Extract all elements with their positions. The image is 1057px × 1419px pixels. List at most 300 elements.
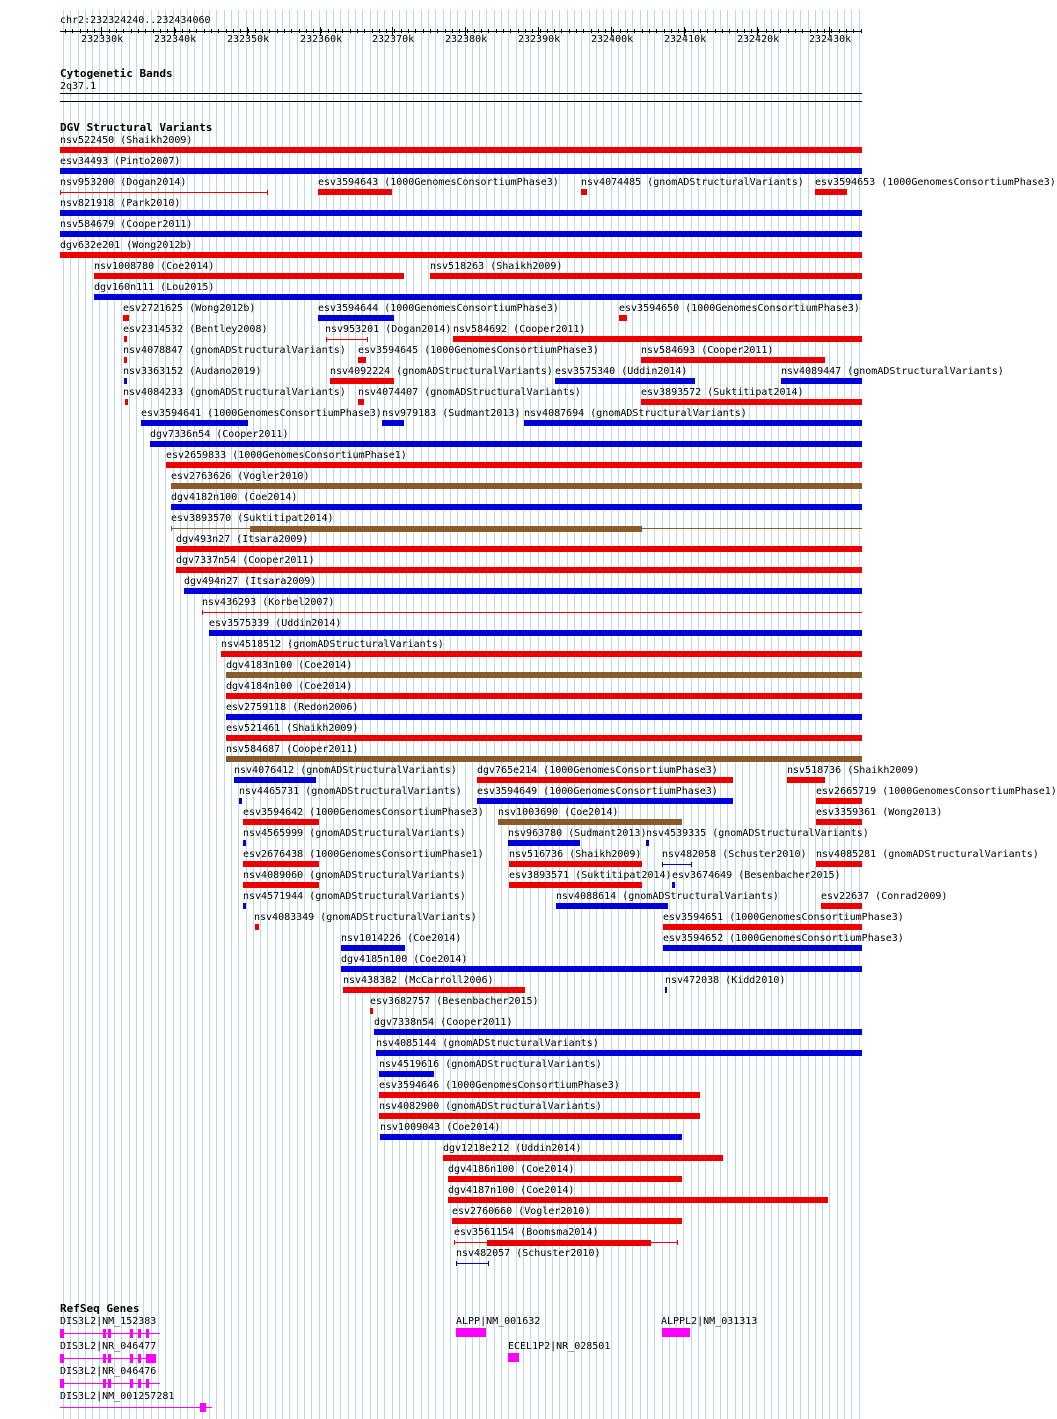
variant-bar[interactable] bbox=[663, 945, 862, 951]
ruler-minor-tick bbox=[649, 29, 650, 33]
gene-exon[interactable] bbox=[456, 1328, 486, 1337]
variant-bar[interactable] bbox=[509, 882, 642, 888]
gene-exon[interactable] bbox=[130, 1329, 133, 1338]
variant-label[interactable]: esv2763626 (Vogler2010) bbox=[171, 471, 310, 482]
variant-label[interactable]: esv3594643 (1000GenomesConsortiumPhase3) bbox=[318, 177, 559, 188]
variant-bar[interactable] bbox=[226, 714, 862, 720]
variant-label[interactable]: esv521461 (Shaikh2009) bbox=[226, 723, 359, 734]
variant-label[interactable]: nsv4082900 (gnomADStructuralVariants) bbox=[379, 1101, 602, 1112]
variant-label[interactable]: nsv472038 (Kidd2010) bbox=[665, 975, 786, 986]
variant-bar[interactable] bbox=[60, 252, 862, 258]
variant-bar[interactable] bbox=[509, 861, 642, 867]
ruler-minor-tick bbox=[642, 29, 643, 33]
ruler-minor-tick bbox=[722, 29, 723, 33]
variant-bar[interactable] bbox=[125, 399, 128, 405]
variant-label[interactable]: esv3674649 (Besenbacher2015) bbox=[672, 870, 841, 881]
ruler-minor-tick bbox=[401, 29, 402, 33]
variant-label[interactable]: esv3594652 (1000GenomesConsortiumPhase3) bbox=[663, 933, 904, 944]
ruler-minor-tick bbox=[145, 29, 146, 33]
variant-label[interactable]: nsv4083349 (gnomADStructuralVariants) bbox=[254, 912, 477, 923]
cytoband-line-top bbox=[60, 93, 862, 94]
variant-bar[interactable] bbox=[448, 1197, 828, 1203]
variant-bar[interactable] bbox=[379, 1113, 700, 1119]
ruler-tick-label: 232350k bbox=[227, 34, 270, 45]
ruler-minor-tick bbox=[131, 29, 132, 33]
ruler-minor-tick bbox=[306, 29, 307, 33]
variant-range-cap bbox=[171, 526, 172, 531]
variant-bar[interactable] bbox=[243, 861, 319, 867]
grid-line bbox=[202, 10, 203, 1419]
variant-bar[interactable] bbox=[452, 1218, 682, 1224]
ruler-minor-tick bbox=[452, 29, 453, 33]
gene-exon[interactable] bbox=[138, 1354, 141, 1363]
gene-exon[interactable] bbox=[108, 1379, 111, 1388]
variant-label[interactable]: nsv4088614 (gnomADStructuralVariants) bbox=[556, 891, 779, 902]
variant-range-cap bbox=[488, 1261, 489, 1266]
ruler-minor-tick bbox=[299, 29, 300, 33]
variant-bar[interactable] bbox=[243, 819, 319, 825]
variant-bar[interactable] bbox=[555, 378, 695, 384]
ruler-minor-tick bbox=[459, 29, 460, 33]
gene-exon[interactable] bbox=[108, 1354, 111, 1363]
gene-exon[interactable] bbox=[60, 1354, 64, 1363]
gene-label[interactable]: ECEL1P2|NR_028501 bbox=[508, 1341, 611, 1352]
variant-bar[interactable] bbox=[358, 399, 364, 405]
variant-bar[interactable] bbox=[379, 1092, 700, 1098]
variant-label[interactable]: dgv160n111 (Lou2015) bbox=[94, 282, 215, 293]
variant-label[interactable]: dgv493n27 (Itsara2009) bbox=[176, 534, 309, 545]
variant-bar[interactable] bbox=[358, 357, 366, 363]
variant-bar[interactable] bbox=[524, 420, 862, 426]
cytoband-line-bottom bbox=[60, 101, 862, 102]
ruler-minor-tick bbox=[109, 29, 110, 33]
ruler-minor-tick bbox=[364, 29, 365, 33]
variant-label[interactable]: esv3359361 (Wong2013) bbox=[816, 807, 943, 818]
variant-bar[interactable] bbox=[171, 504, 862, 510]
variant-label[interactable]: dgv4184n100 (Coe2014) bbox=[226, 681, 353, 692]
variant-label[interactable]: esv22637 (Conrad2009) bbox=[821, 891, 948, 902]
variant-bar[interactable] bbox=[379, 1071, 434, 1077]
gene-label[interactable]: DIS3L2|NR_046476 bbox=[60, 1366, 157, 1377]
variant-bar[interactable] bbox=[243, 903, 246, 909]
variant-bar[interactable] bbox=[226, 735, 862, 741]
ruler-minor-tick bbox=[802, 29, 803, 33]
variant-bar[interactable] bbox=[341, 966, 862, 972]
ruler-minor-tick bbox=[394, 29, 395, 33]
ruler-minor-tick bbox=[372, 29, 373, 33]
ruler-minor-tick bbox=[357, 29, 358, 33]
ruler-tick-label: 232370k bbox=[372, 34, 415, 45]
variant-bar[interactable] bbox=[209, 630, 862, 636]
variant-label[interactable]: esv3594653 (1000GenomesConsortiumPhase3) bbox=[815, 177, 1056, 188]
variant-label[interactable]: nsv4465731 (gnomADStructuralVariants) bbox=[239, 786, 462, 797]
variant-label[interactable]: nsv522450 (Shaikh2009) bbox=[60, 135, 193, 146]
ruler-minor-tick bbox=[671, 29, 672, 33]
ruler-tick-label: 232360k bbox=[300, 34, 343, 45]
ruler-minor-tick bbox=[72, 29, 73, 33]
gene-exon[interactable] bbox=[146, 1329, 149, 1338]
variant-label[interactable]: dgv4185n100 (Coe2014) bbox=[341, 954, 468, 965]
variant-label[interactable]: dgv7336n54 (Cooper2011) bbox=[150, 429, 289, 440]
variant-label[interactable]: nsv516736 (Shaikh2009) bbox=[509, 849, 642, 860]
variant-range-cap bbox=[267, 190, 268, 195]
variant-label[interactable]: esv3594641 (1000GenomesConsortiumPhase3) bbox=[141, 408, 382, 419]
variant-label[interactable]: esv34493 (Pinto2007) bbox=[60, 156, 181, 167]
variant-range-line[interactable] bbox=[326, 339, 368, 340]
variant-label[interactable]: nsv4519616 (gnomADStructuralVariants) bbox=[379, 1059, 602, 1070]
ruler-minor-tick bbox=[525, 29, 526, 33]
variant-label[interactable]: nsv4084233 (gnomADStructuralVariants) bbox=[123, 387, 346, 398]
gene-label[interactable]: DIS3L2|NR_046477 bbox=[60, 1341, 157, 1352]
variant-bar[interactable] bbox=[816, 798, 862, 804]
variant-bar[interactable] bbox=[646, 840, 649, 846]
variant-label[interactable]: esv2659833 (1000GenomesConsortiumPhase1) bbox=[166, 450, 407, 461]
variant-label[interactable]: dgv7337n54 (Cooper2011) bbox=[176, 555, 315, 566]
gene-exon[interactable] bbox=[508, 1353, 519, 1362]
variant-label[interactable]: nsv4076412 (gnomADStructuralVariants) bbox=[234, 765, 457, 776]
variant-bar[interactable] bbox=[221, 651, 862, 657]
variant-label[interactable]: nsv4539335 (gnomADStructuralVariants) bbox=[646, 828, 869, 839]
variant-bar[interactable] bbox=[94, 273, 404, 279]
variant-label[interactable]: nsv518736 (Shaikh2009) bbox=[787, 765, 920, 776]
gene-exon[interactable] bbox=[130, 1354, 133, 1363]
variant-range-cap bbox=[691, 862, 692, 867]
variant-label[interactable]: nsv482058 (Schuster2010) bbox=[662, 849, 807, 860]
variant-label[interactable]: nsv4518512 (gnomADStructuralVariants) bbox=[221, 639, 444, 650]
variant-bar[interactable] bbox=[556, 903, 668, 909]
variant-label[interactable]: esv3893571 (Suktitipat2014) bbox=[509, 870, 672, 881]
ruler-minor-tick bbox=[554, 29, 555, 33]
variant-label[interactable]: esv2665719 (1000GenomesConsortiumPhase1) bbox=[816, 786, 1057, 797]
gene-exon[interactable] bbox=[103, 1379, 106, 1388]
ruler-minor-tick bbox=[569, 29, 570, 33]
variant-label[interactable]: esv3594645 (1000GenomesConsortiumPhase3) bbox=[358, 345, 599, 356]
gene-label[interactable]: ALPPL2|NM_031313 bbox=[661, 1316, 758, 1327]
variant-bar[interactable] bbox=[787, 777, 825, 783]
ruler-minor-tick bbox=[467, 29, 468, 33]
variant-label[interactable]: dgv632e201 (Wong2012b) bbox=[60, 240, 193, 251]
variant-label[interactable]: nsv4085144 (gnomADStructuralVariants) bbox=[376, 1038, 599, 1049]
variant-label[interactable]: esv3594651 (1000GenomesConsortiumPhase3) bbox=[663, 912, 904, 923]
variant-bar[interactable] bbox=[380, 1134, 682, 1140]
dgv-track-title: DGV Structural Variants bbox=[60, 121, 213, 134]
variant-label[interactable]: nsv518263 (Shaikh2009) bbox=[430, 261, 563, 272]
ruler-minor-tick bbox=[87, 29, 88, 33]
gene-exon[interactable] bbox=[103, 1329, 106, 1338]
variant-label[interactable]: dgv4187n100 (Coe2014) bbox=[448, 1185, 575, 1196]
variant-label[interactable]: nsv4089447 (gnomADStructuralVariants) bbox=[781, 366, 1004, 377]
variant-bar[interactable] bbox=[341, 945, 405, 951]
ruler-minor-tick bbox=[386, 29, 387, 33]
ruler-minor-tick bbox=[175, 29, 176, 33]
variant-label[interactable]: esv2760660 (Vogler2010) bbox=[452, 1206, 591, 1217]
variant-bar[interactable] bbox=[171, 483, 862, 489]
variant-label[interactable]: nsv438382 (McCarroll2006) bbox=[343, 975, 494, 986]
variant-label[interactable]: nsv953200 (Dogan2014) bbox=[60, 177, 187, 188]
variant-bar[interactable] bbox=[234, 777, 316, 783]
variant-bar[interactable] bbox=[318, 315, 394, 321]
gene-exon[interactable] bbox=[108, 1329, 111, 1338]
variant-bar[interactable] bbox=[124, 378, 127, 384]
gene-exon[interactable] bbox=[60, 1379, 64, 1388]
ruler-minor-tick bbox=[583, 29, 584, 33]
variant-range-line[interactable] bbox=[456, 1263, 489, 1264]
variant-label[interactable]: nsv4085281 (gnomADStructuralVariants) bbox=[816, 849, 1039, 860]
ruler-minor-tick bbox=[591, 29, 592, 33]
variant-bar[interactable] bbox=[453, 336, 862, 342]
ruler-minor-tick bbox=[861, 29, 862, 33]
ruler-minor-tick bbox=[707, 29, 708, 33]
ruler-minor-tick bbox=[153, 29, 154, 33]
gene-label[interactable]: DIS3L2|NM_001257281 bbox=[60, 1391, 175, 1402]
ruler-line bbox=[60, 31, 862, 32]
variant-label[interactable]: nsv953201 (Dogan2014) bbox=[325, 324, 452, 335]
variant-label[interactable]: esv3561154 (Boomsma2014) bbox=[454, 1227, 599, 1238]
ruler-minor-tick bbox=[94, 29, 95, 33]
variant-label[interactable]: esv2759118 (Redon2006) bbox=[226, 702, 359, 713]
gene-exon[interactable] bbox=[662, 1328, 690, 1337]
ruler-minor-tick bbox=[248, 29, 249, 33]
variant-label[interactable]: esv2721625 (Wong2012b) bbox=[123, 303, 256, 314]
ruler-minor-tick bbox=[824, 29, 825, 33]
variant-range-cap bbox=[662, 862, 663, 867]
variant-label[interactable]: esv3594646 (1000GenomesConsortiumPhase3) bbox=[379, 1080, 620, 1091]
grid-line bbox=[194, 10, 195, 1419]
variant-range-cap bbox=[677, 1240, 678, 1245]
gene-exon[interactable] bbox=[138, 1329, 141, 1338]
variant-label[interactable]: nsv1014226 (Coe2014) bbox=[341, 933, 462, 944]
variant-label[interactable]: esv3594649 (1000GenomesConsortiumPhase3) bbox=[477, 786, 718, 797]
variant-label[interactable]: nsv4565999 (gnomADStructuralVariants) bbox=[243, 828, 466, 839]
variant-bar[interactable] bbox=[487, 1240, 651, 1246]
variant-bar[interactable] bbox=[374, 1029, 862, 1035]
variant-label[interactable]: nsv4074485 (gnomADStructuralVariants) bbox=[581, 177, 804, 188]
gene-exon[interactable] bbox=[146, 1354, 156, 1363]
variant-bar[interactable] bbox=[226, 672, 862, 678]
variant-label[interactable]: nsv1009043 (Coe2014) bbox=[380, 1122, 501, 1133]
variant-range-line[interactable] bbox=[60, 192, 268, 193]
ruler-minor-tick bbox=[831, 29, 832, 33]
variant-bar[interactable] bbox=[124, 357, 127, 363]
variant-label[interactable]: esv3682757 (Besenbacher2015) bbox=[370, 996, 539, 1007]
variant-label[interactable]: nsv979183 (Sudmant2013) bbox=[382, 408, 521, 419]
variant-bar[interactable] bbox=[150, 441, 862, 447]
ruler-minor-tick bbox=[430, 29, 431, 33]
variant-label[interactable]: nsv4074407 (gnomADStructuralVariants) bbox=[358, 387, 581, 398]
variant-label[interactable]: nsv584693 (Cooper2011) bbox=[641, 345, 774, 356]
variant-bar[interactable] bbox=[343, 987, 525, 993]
variant-bar[interactable] bbox=[816, 861, 862, 867]
variant-label[interactable]: nsv3363152 (Audano2019) bbox=[123, 366, 262, 377]
variant-label[interactable]: nsv963780 (Sudmant2013) bbox=[508, 828, 647, 839]
ruler-minor-tick bbox=[218, 29, 219, 33]
ruler-minor-tick bbox=[116, 29, 117, 33]
ruler-minor-tick bbox=[766, 29, 767, 33]
ruler-minor-tick bbox=[685, 29, 686, 33]
variant-label[interactable]: nsv584692 (Cooper2011) bbox=[453, 324, 586, 335]
variant-range-cap bbox=[60, 190, 61, 195]
ruler-minor-tick bbox=[204, 29, 205, 33]
variant-bar[interactable] bbox=[382, 420, 404, 426]
variant-label[interactable]: esv2314532 (Bentley2008) bbox=[123, 324, 268, 335]
ruler-minor-tick bbox=[839, 29, 840, 33]
ruler-minor-tick bbox=[598, 29, 599, 33]
cytoband-label: 2q37.1 bbox=[60, 81, 97, 92]
variant-bar[interactable] bbox=[665, 987, 667, 993]
variant-label[interactable]: dgv1218e212 (Uddin2014) bbox=[443, 1143, 582, 1154]
ruler-minor-tick bbox=[627, 29, 628, 33]
variant-range-line[interactable] bbox=[662, 864, 692, 865]
ruler-minor-tick bbox=[503, 29, 504, 33]
ruler-minor-tick bbox=[481, 29, 482, 33]
variant-label[interactable]: dgv4186n100 (Coe2014) bbox=[448, 1164, 575, 1175]
variant-label[interactable]: esv2676438 (1000GenomesConsortiumPhase1) bbox=[243, 849, 484, 860]
ruler-minor-tick bbox=[540, 29, 541, 33]
variant-bar[interactable] bbox=[330, 378, 394, 384]
gene-label[interactable]: ALPP|NM_001632 bbox=[456, 1316, 541, 1327]
variant-label[interactable]: dgv7338n54 (Cooper2011) bbox=[374, 1017, 513, 1028]
ruler-minor-tick bbox=[780, 29, 781, 33]
grid-line bbox=[209, 10, 210, 1419]
variant-bar[interactable] bbox=[94, 294, 862, 300]
variant-bar[interactable] bbox=[166, 462, 862, 468]
variant-bar[interactable] bbox=[226, 756, 862, 762]
ruler-minor-tick bbox=[729, 29, 730, 33]
ruler-minor-tick bbox=[744, 29, 745, 33]
variant-label[interactable]: esv3594650 (1000GenomesConsortiumPhase3) bbox=[619, 303, 860, 314]
variant-bar[interactable] bbox=[141, 420, 248, 426]
variant-bar[interactable] bbox=[508, 840, 580, 846]
gene-exon[interactable] bbox=[60, 1329, 64, 1338]
variant-bar[interactable] bbox=[641, 399, 862, 405]
variant-bar[interactable] bbox=[443, 1155, 723, 1161]
variant-label[interactable]: nsv4089060 (gnomADStructuralVariants) bbox=[243, 870, 466, 881]
variant-bar[interactable] bbox=[239, 798, 242, 804]
variant-bar[interactable] bbox=[430, 273, 862, 279]
variant-bar[interactable] bbox=[318, 189, 392, 195]
variant-label[interactable]: nsv821918 (Park2010) bbox=[60, 198, 181, 209]
ruler-tick-label: 232420k bbox=[737, 34, 780, 45]
variant-bar[interactable] bbox=[60, 210, 862, 216]
variant-bar[interactable] bbox=[124, 336, 127, 342]
refseq-track-title: RefSeq Genes bbox=[60, 1302, 140, 1315]
variant-label[interactable]: esv3575340 (Uddin2014) bbox=[555, 366, 688, 377]
variant-bar[interactable] bbox=[663, 924, 862, 930]
variant-label[interactable]: nsv1008780 (Coe2014) bbox=[94, 261, 215, 272]
variant-label[interactable]: dgv765e214 (1000GenomesConsortiumPhase3) bbox=[477, 765, 718, 776]
variant-label[interactable]: nsv584679 (Cooper2011) bbox=[60, 219, 193, 230]
variant-bar[interactable] bbox=[821, 903, 862, 909]
variant-bar[interactable] bbox=[250, 526, 642, 532]
variant-bar[interactable] bbox=[184, 588, 862, 594]
variant-label[interactable]: dgv494n27 (Itsara2009) bbox=[184, 576, 317, 587]
gene-exon[interactable] bbox=[103, 1354, 106, 1363]
variant-bar[interactable] bbox=[448, 1176, 682, 1182]
ruler-minor-tick bbox=[605, 29, 606, 33]
variant-bar[interactable] bbox=[781, 378, 862, 384]
variant-bar[interactable] bbox=[60, 231, 862, 237]
variant-bar[interactable] bbox=[498, 819, 682, 825]
ruler-minor-tick bbox=[335, 29, 336, 33]
variant-bar[interactable] bbox=[176, 567, 862, 573]
variant-label[interactable]: nsv4078847 (gnomADStructuralVariants) bbox=[123, 345, 346, 356]
variant-bar[interactable] bbox=[60, 168, 862, 174]
variant-label[interactable]: esv3594642 (1000GenomesConsortiumPhase3) bbox=[243, 807, 484, 818]
variant-bar[interactable] bbox=[376, 1050, 862, 1056]
ruler-minor-tick bbox=[547, 29, 548, 33]
ruler-minor-tick bbox=[189, 29, 190, 33]
ruler-minor-tick bbox=[773, 29, 774, 33]
ruler-tick-label: 232380k bbox=[445, 34, 488, 45]
ruler-minor-tick bbox=[678, 29, 679, 33]
ruler-minor-tick bbox=[211, 29, 212, 33]
ruler-minor-tick bbox=[693, 29, 694, 33]
variant-range-line[interactable] bbox=[202, 612, 862, 613]
variant-bar[interactable] bbox=[619, 315, 627, 321]
gene-exon[interactable] bbox=[130, 1379, 133, 1388]
ruler-minor-tick bbox=[182, 29, 183, 33]
variant-bar[interactable] bbox=[255, 924, 259, 930]
variant-label[interactable]: nsv436293 (Korbel2007) bbox=[202, 597, 335, 608]
variant-label[interactable]: nsv4092224 (gnomADStructuralVariants) bbox=[330, 366, 553, 377]
variant-label[interactable]: esv3893572 (Suktitipat2014) bbox=[641, 387, 804, 398]
variant-bar[interactable] bbox=[641, 357, 825, 363]
variant-bar[interactable] bbox=[477, 798, 733, 804]
position-label: chr2:232324240..232434060 bbox=[60, 15, 211, 26]
variant-bar[interactable] bbox=[816, 819, 862, 825]
ruler-minor-tick bbox=[277, 29, 278, 33]
variant-label[interactable]: esv3575339 (Uddin2014) bbox=[209, 618, 342, 629]
variant-label[interactable]: nsv584687 (Cooper2011) bbox=[226, 744, 359, 755]
variant-label[interactable]: esv3594644 (1000GenomesConsortiumPhase3) bbox=[318, 303, 559, 314]
grid-line bbox=[224, 10, 225, 1419]
ruler-minor-tick bbox=[255, 29, 256, 33]
variant-range-cap bbox=[367, 337, 368, 342]
variant-label[interactable]: nsv4087694 (gnomADStructuralVariants) bbox=[524, 408, 747, 419]
ruler-minor-tick bbox=[561, 29, 562, 33]
gene-exon[interactable] bbox=[146, 1379, 149, 1388]
variant-label[interactable]: nsv482057 (Schuster2010) bbox=[456, 1248, 601, 1259]
ruler-minor-tick bbox=[737, 29, 738, 33]
variant-label[interactable]: nsv1003690 (Coe2014) bbox=[498, 807, 619, 818]
variant-bar[interactable] bbox=[581, 189, 587, 195]
variant-bar[interactable] bbox=[672, 882, 675, 888]
variant-bar[interactable] bbox=[226, 693, 862, 699]
ruler-minor-tick bbox=[262, 29, 263, 33]
variant-bar[interactable] bbox=[60, 147, 862, 153]
variant-label[interactable]: esv3893570 (Suktitipat2014) bbox=[171, 513, 334, 524]
variant-bar[interactable] bbox=[477, 777, 733, 783]
variant-bar[interactable] bbox=[243, 882, 319, 888]
ruler-minor-tick bbox=[80, 29, 81, 33]
gene-exon[interactable] bbox=[200, 1403, 206, 1412]
ruler-minor-tick bbox=[226, 29, 227, 33]
variant-bar[interactable] bbox=[815, 189, 847, 195]
gene-label[interactable]: DIS3L2|NM_152383 bbox=[60, 1316, 157, 1327]
variant-bar[interactable] bbox=[123, 315, 129, 321]
variant-label[interactable]: dgv4183n100 (Coe2014) bbox=[226, 660, 353, 671]
ruler-minor-tick bbox=[664, 29, 665, 33]
ruler-minor-tick bbox=[269, 29, 270, 33]
variant-bar[interactable] bbox=[370, 1008, 373, 1014]
ruler-minor-tick bbox=[101, 29, 102, 33]
ruler-minor-tick bbox=[496, 29, 497, 33]
variant-label[interactable]: dgv4182n100 (Coe2014) bbox=[171, 492, 298, 503]
variant-label[interactable]: nsv4571944 (gnomADStructuralVariants) bbox=[243, 891, 466, 902]
variant-bar[interactable] bbox=[243, 840, 246, 846]
gene-exon[interactable] bbox=[138, 1379, 141, 1388]
variant-bar[interactable] bbox=[176, 546, 862, 552]
